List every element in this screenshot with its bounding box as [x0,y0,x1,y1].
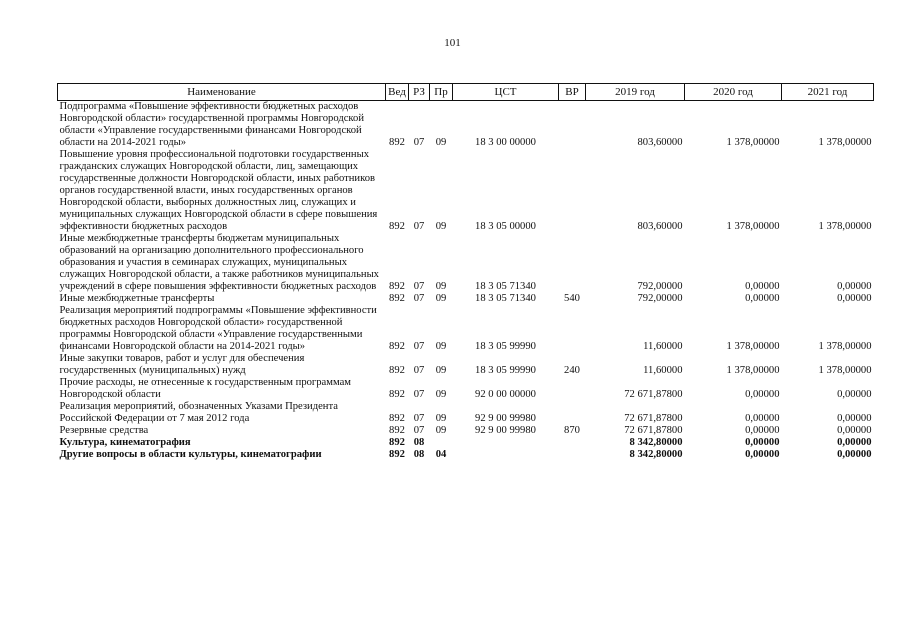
cell-2021: 0,00000 [837,389,872,400]
cell-2021: 0,00000 [837,281,872,292]
cell-2019: 11,60000 [643,341,683,352]
header-2021: 2021 год [782,84,874,101]
cell-rz: 07 [413,413,425,424]
cell-rz: 07 [413,221,425,232]
cell-name: Другие вопросы в области культуры, кинематографии [59,449,322,460]
cell-ved: 892 [389,425,405,436]
header-cst: ЦСТ [453,84,559,101]
cell-cst: 18 3 05 71340 [475,293,536,304]
cell-vr [559,101,586,150]
cell-cst: 92 9 00 99980 [475,425,536,436]
cell-rz: 07 [413,281,425,292]
cell-name: Повышение уровня профессиональной подготовки государственных гражданских служащих Новгородской области, лиц, замещающих государственные должности Новгородской области, иных работников органов государственной власти, иных государственных органов Новгородской области, выборных должностных лиц, служащих и муниципальных служащих Новгородской области в сфере повышения эффективности бюджетных расходов [59,149,378,232]
cell-cst: 18 3 05 99990 [475,341,536,352]
table-row [58,437,874,449]
table-row [58,305,874,353]
cell-2019: 72 671,87800 [624,425,683,436]
cell-2020: 0,00000 [745,437,780,448]
cell-name: Подпрограмма «Повышение эффективности бюджетных расходов Новгородской области» государственной программы Новгородской области «Управление государственными финансами Новгородской области на 2014-2021 годы» [59,101,365,148]
cell-2021: 1 378,00000 [818,137,872,148]
cell-cst [453,437,559,449]
cell-vr: 240 [564,365,580,376]
cell-rz: 07 [413,293,425,304]
cell-2020: 1 378,00000 [726,221,780,232]
cell-2019: 8 342,80000 [629,449,683,460]
cell-ved: 892 [389,221,405,232]
cell-name: Прочие расходы, не отнесенные к государственным программам Новгородской области [59,377,351,400]
cell-vr [559,401,586,425]
cell-ved: 892 [389,437,405,448]
cell-2021: 0,00000 [837,437,872,448]
header-name: Наименование [58,84,386,101]
cell-cst: 92 9 00 99980 [475,413,536,424]
page-number: 101 [444,37,461,49]
cell-2019: 792,00000 [637,281,683,292]
cell-2020: 1 378,00000 [726,137,780,148]
cell-2021: 0,00000 [837,293,872,304]
cell-rz: 08 [413,449,425,460]
cell-pr: 09 [435,221,447,232]
cell-2020: 0,00000 [745,413,780,424]
cell-name: Реализация мероприятий, обозначенных Указами Президента Российской Федерации от 7 мая 2012 года [59,401,338,424]
header-rz: РЗ [409,84,430,101]
cell-2020: 0,00000 [745,293,780,304]
table-row [58,377,874,401]
cell-2020: 1 378,00000 [726,341,780,352]
cell-name: Культура, кинематография [59,437,191,448]
cell-2019: 72 671,87800 [624,413,683,424]
table-row [58,425,874,437]
cell-cst: 18 3 05 71340 [475,281,536,292]
cell-vr [559,377,586,401]
cell-vr [559,437,586,449]
budget-table [57,83,874,461]
cell-cst: 92 0 00 00000 [475,389,536,400]
cell-rz: 07 [413,341,425,352]
cell-2019: 72 671,87800 [624,389,683,400]
cell-rz: 08 [413,437,425,448]
table-row [58,233,874,293]
cell-pr: 09 [435,137,447,148]
cell-ved: 892 [389,281,405,292]
cell-pr: 09 [435,281,447,292]
cell-pr: 09 [435,389,447,400]
cell-name: Иные закупки товаров, работ и услуг для обеспечения государственных (муниципальных) нужд [59,353,305,376]
table-row [58,353,874,377]
cell-pr: 09 [435,293,447,304]
table-header-row [58,84,874,101]
header-2020: 2020 год [685,84,782,101]
cell-vr: 540 [564,293,580,304]
cell-2020: 0,00000 [745,449,780,460]
cell-2021: 0,00000 [837,425,872,436]
cell-2021: 1 378,00000 [818,341,872,352]
cell-name: Резервные средства [59,425,149,436]
cell-2020: 0,00000 [745,281,780,292]
cell-pr: 09 [435,365,447,376]
header-pr: Пр [430,84,453,101]
cell-pr: 09 [435,341,447,352]
cell-pr: 04 [435,449,447,460]
cell-2019: 803,60000 [637,137,683,148]
cell-vr [559,305,586,353]
cell-name: Иные межбюджетные трансферты бюджетам муниципальных образований на организацию дополнительного профессионального образования и участия в семинарах служащих, муниципальных служащих Новгородской области, а также работников муниципальных учреждений в сфере повышения эффективности бюджетных расходов [59,233,379,292]
cell-cst [453,449,559,461]
table-row [58,449,874,461]
cell-vr [559,449,586,461]
header-ved: Вед [386,84,409,101]
cell-2021: 0,00000 [837,449,872,460]
cell-2019: 11,60000 [643,365,683,376]
table-row [58,101,874,150]
cell-rz: 07 [413,389,425,400]
header-vr: ВР [559,84,586,101]
cell-rz: 07 [413,365,425,376]
cell-rz: 07 [413,137,425,148]
cell-cst: 18 3 05 99990 [475,365,536,376]
header-2019: 2019 год [586,84,685,101]
cell-2020: 0,00000 [745,389,780,400]
table-row [58,401,874,425]
cell-ved: 892 [389,413,405,424]
cell-vr [559,149,586,233]
cell-2019: 792,00000 [637,293,683,304]
cell-ved: 892 [389,137,405,148]
cell-pr: 09 [435,425,447,436]
table-body [58,101,874,462]
cell-2021: 1 378,00000 [818,221,872,232]
cell-2020: 1 378,00000 [726,365,780,376]
cell-name: Реализация мероприятий подпрограммы «Повышение эффективности бюджетных расходов Новгородской области» государственной программы Новгородской области «Управление государственными финансами Новгородской области на 2014-2021 годы» [59,305,377,352]
table-row [58,149,874,233]
cell-2021: 0,00000 [837,413,872,424]
cell-cst: 18 3 05 00000 [475,221,536,232]
cell-vr: 870 [564,425,580,436]
cell-2021: 1 378,00000 [818,365,872,376]
cell-rz: 07 [413,425,425,436]
cell-pr [430,437,453,449]
cell-cst: 18 3 00 00000 [475,137,536,148]
cell-ved: 892 [389,449,405,460]
cell-ved: 892 [389,341,405,352]
cell-ved: 892 [389,365,405,376]
cell-2019: 803,60000 [637,221,683,232]
cell-2020: 0,00000 [745,425,780,436]
cell-name: Иные межбюджетные трансферты [59,293,215,304]
cell-vr [559,233,586,293]
cell-ved: 892 [389,389,405,400]
cell-ved: 892 [389,293,405,304]
table-row [58,293,874,305]
cell-2019: 8 342,80000 [629,437,683,448]
cell-pr: 09 [435,413,447,424]
